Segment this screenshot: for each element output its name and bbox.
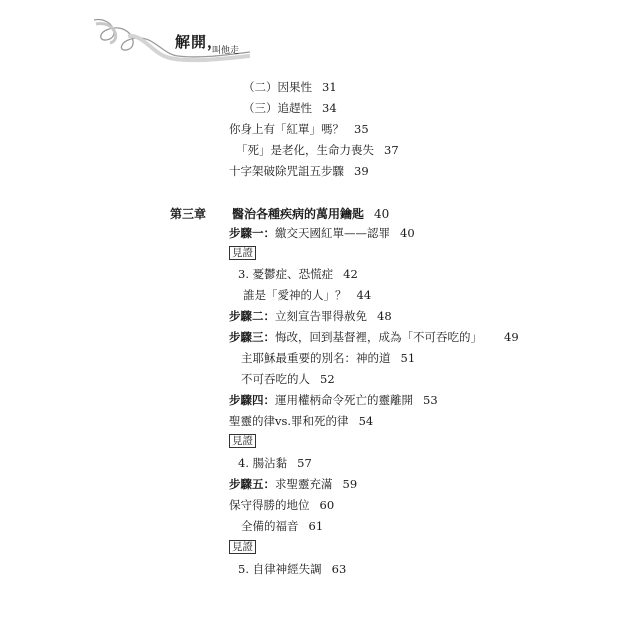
toc-entry-page: 37	[384, 143, 399, 157]
toc-entry-page: 52	[320, 372, 335, 386]
toc-entry-label: 十字架破除咒詛五步驟	[229, 164, 344, 178]
toc-entry-page: 54	[358, 414, 374, 428]
step-text: 悔改，回到基督裡，成為「不可吞吃的」	[275, 330, 482, 344]
step-label: 步驟二：	[229, 309, 275, 323]
step-text: 運用權柄命令死亡的靈離開	[275, 393, 413, 407]
toc-entry-page: 44	[356, 288, 372, 302]
toc-entry	[229, 498, 334, 512]
step-text: 立刻宣告罪得赦免	[275, 309, 367, 323]
step-page: 48	[377, 309, 392, 323]
toc-entry	[243, 288, 371, 302]
toc-entry	[236, 143, 399, 157]
chapter-heading	[170, 205, 389, 222]
toc-entry-page: 34	[322, 101, 337, 115]
step-page: 40	[400, 226, 415, 240]
testimony-tag: 見證	[229, 540, 256, 554]
step-label: 步驟一：	[229, 226, 275, 240]
toc-entry-label: 「死」是老化，生命力喪失	[236, 143, 374, 157]
step-text: 繳交天國紅單——認罪	[275, 226, 390, 240]
toc-entry	[241, 519, 323, 533]
toc-step	[229, 226, 415, 240]
toc-entry	[241, 351, 415, 365]
toc-entry	[241, 372, 335, 386]
toc-entry-label: 誰是「愛神的人」？	[243, 288, 347, 302]
toc-entry	[243, 101, 337, 115]
toc-entry	[229, 164, 369, 178]
toc-entry	[243, 80, 337, 94]
toc-entry-page: 35	[354, 122, 369, 136]
toc-entry-page: 57	[297, 456, 312, 470]
toc-entry-page: 61	[308, 519, 324, 533]
step-label: 步驟三：	[229, 330, 275, 344]
toc-entry-label: （二）因果性	[243, 80, 312, 94]
testimony-tag: 見證	[229, 246, 256, 260]
chapter-title: 醫治各種疾病的萬用鑰匙	[232, 207, 365, 221]
toc-entry-page: 60	[319, 498, 335, 512]
toc-entry-label: 3. 憂鬱症、恐慌症	[238, 267, 334, 281]
toc-entry-page: 63	[331, 562, 347, 576]
toc-entry	[238, 267, 358, 281]
step-label: 步驟四：	[229, 393, 275, 407]
toc-entry-label: 不可吞吃的人	[241, 372, 310, 386]
toc-entry-label: 5. 自律神經失調	[238, 562, 322, 576]
ribbon-swirl-icon	[92, 14, 252, 66]
toc-entry-page: 51	[400, 351, 416, 365]
chapter-page: 40	[374, 207, 390, 221]
step-text: 求聖靈充滿	[275, 477, 333, 491]
toc-step	[229, 477, 357, 491]
header-title: 解開，	[175, 33, 224, 51]
running-header	[92, 14, 252, 66]
toc-entry-page: 31	[322, 80, 337, 94]
toc-entry	[229, 122, 369, 136]
toc-entry-label: 聖靈的律vs.罪和死的律	[229, 414, 349, 428]
toc-entry-page: 39	[354, 164, 369, 178]
toc-entry	[238, 562, 346, 576]
step-page: 59	[342, 477, 358, 491]
toc-entry-label: 主耶穌最重要的別名：神的道	[241, 351, 391, 365]
toc-entry-label: 保守得勝的地位	[229, 498, 310, 512]
testimony-tag: 見證	[229, 434, 256, 448]
toc-step	[229, 330, 519, 344]
toc-entry-label: 全備的福音	[241, 519, 299, 533]
toc-entry-label: 你身上有「紅單」嗎？	[229, 122, 344, 136]
step-page: 49	[504, 330, 519, 344]
toc-entry-label: 4. 腸沾黏	[238, 456, 288, 470]
toc-entry	[238, 456, 312, 470]
step-page: 53	[423, 393, 438, 407]
chapter-label: 第三章	[170, 207, 207, 221]
header-subtitle: 叫他走	[212, 46, 240, 56]
toc-entry-label: （三）追趕性	[243, 101, 312, 115]
toc-entry-page: 42	[343, 267, 358, 281]
step-label: 步驟五：	[229, 477, 275, 491]
toc-step	[229, 309, 392, 323]
toc-step	[229, 393, 438, 407]
toc-entry	[229, 414, 373, 428]
